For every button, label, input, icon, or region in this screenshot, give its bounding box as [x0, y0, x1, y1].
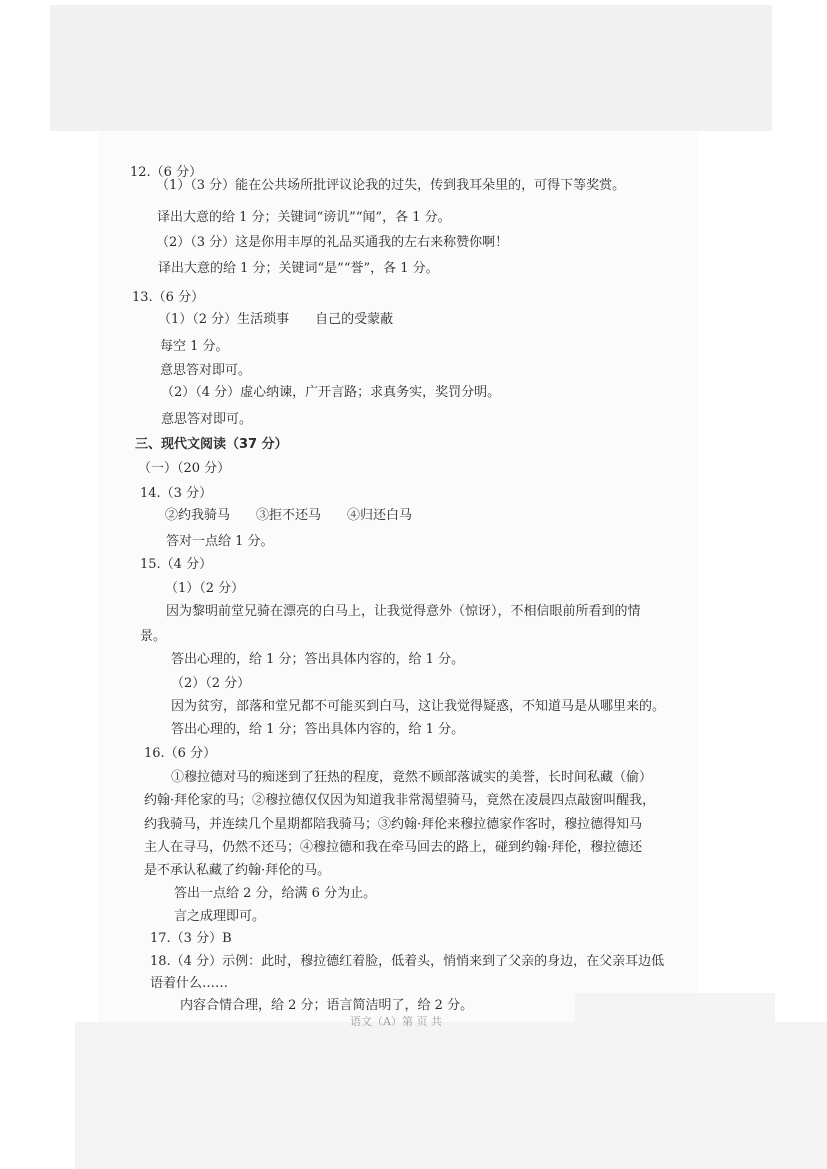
scoring-note: 意思答对即可。: [160, 363, 252, 378]
sub-question-heading: （2）（2 分）: [171, 676, 251, 691]
sub-question-heading: （1）（2 分）: [165, 581, 245, 596]
answer-line: 约翰·拜伦家的马；②穆拉德仅仅因为知道我非常渴望骑马，竟然在凌晨四点敲窗叫醒我，: [144, 793, 656, 808]
answer-line: （1）（3 分）能在公共场所批评议论我的过失，传到我耳朵里的，可得下等奖赏。: [156, 178, 626, 193]
scoring-note: 答出心理的，给 1 分；答出具体内容的，给 1 分。: [171, 652, 465, 667]
answer-line: 主人在寻马，仍然不还马；④穆拉德和我在牵马回去的路上，碰到约翰·拜伦，穆拉德还: [144, 840, 643, 855]
section-heading: 三、现代文阅读（37 分）: [135, 437, 288, 452]
scoring-note: 答出一点给 2 分，给满 6 分为止。: [174, 886, 377, 901]
answer-line: 约我骑马，并连续几个星期都陪我骑马；③约翰·拜伦来穆拉德家作客时，穆拉德得知马: [144, 817, 643, 832]
answer-line: 语着什么……: [150, 976, 229, 991]
scoring-note: 答出心理的，给 1 分；答出具体内容的，给 1 分。: [171, 722, 465, 737]
scoring-note: 译出大意的给 1 分；关键词“谤讥”“闻”，各 1 分。: [157, 210, 451, 225]
answer-line: 18.（4 分）示例：此时，穆拉德红着脸，低着头，悄悄来到了父亲的身边，在父亲耳边低: [150, 954, 665, 969]
answer-line: （1）（2 分）生活琐事 自己的受蒙蔽: [158, 312, 394, 327]
scoring-note: 译出大意的给 1 分；关键词“是”“誉”，各 1 分。: [158, 261, 439, 276]
blurred-edge-region: [575, 993, 775, 1023]
question-heading: 12.（6 分）: [130, 165, 203, 180]
question-heading: 17.（3 分）B: [150, 931, 232, 946]
answer-line: ②约我骑马 ③拒不还马 ④归还白马: [165, 508, 413, 523]
scoring-note: 内容合情合理，给 2 分；语言简洁明了，给 2 分。: [180, 998, 474, 1013]
scoring-note: 意思答对即可。: [161, 412, 253, 427]
scoring-note: 每空 1 分。: [160, 339, 229, 354]
scoring-note: 答对一点给 1 分。: [166, 534, 274, 549]
answer-line: （2）（3 分）这是你用丰厚的礼品买通我的左右来称赞你啊！: [156, 235, 509, 250]
blurred-header-region: [50, 5, 772, 131]
question-heading: 13.（6 分）: [132, 290, 205, 305]
answer-line: 因为黎明前堂兄骑在漂亮的白马上，让我觉得意外（惊讶），不相信眼前所看到的情: [166, 604, 641, 619]
blurred-footer-region: [75, 1022, 827, 1169]
answer-line: 是不承认私藏了约翰·拜伦的马。: [144, 863, 331, 878]
question-heading: 15.（4 分）: [140, 557, 213, 572]
answer-line: 因为贫穷，部落和堂兄都不可能买到白马，这让我觉得疑惑，不知道马是从哪里来的。: [171, 699, 666, 714]
question-heading: 14.（3 分）: [140, 486, 213, 501]
question-heading: 16.（6 分）: [144, 746, 217, 761]
answer-line: ①穆拉德对马的痴迷到了狂热的程度，竟然不顾部落诚实的美誉，长时间私藏（偷）: [171, 770, 653, 785]
answer-line: 景。: [140, 629, 167, 644]
page-footer: 语文（A）第 页 共: [350, 1015, 442, 1028]
subsection-heading: （一）（20 分）: [138, 461, 231, 476]
answer-line: （2）（4 分）虚心纳谏，广开言路；求真务实，奖罚分明。: [161, 385, 501, 400]
scoring-note: 言之成理即可。: [174, 909, 266, 924]
